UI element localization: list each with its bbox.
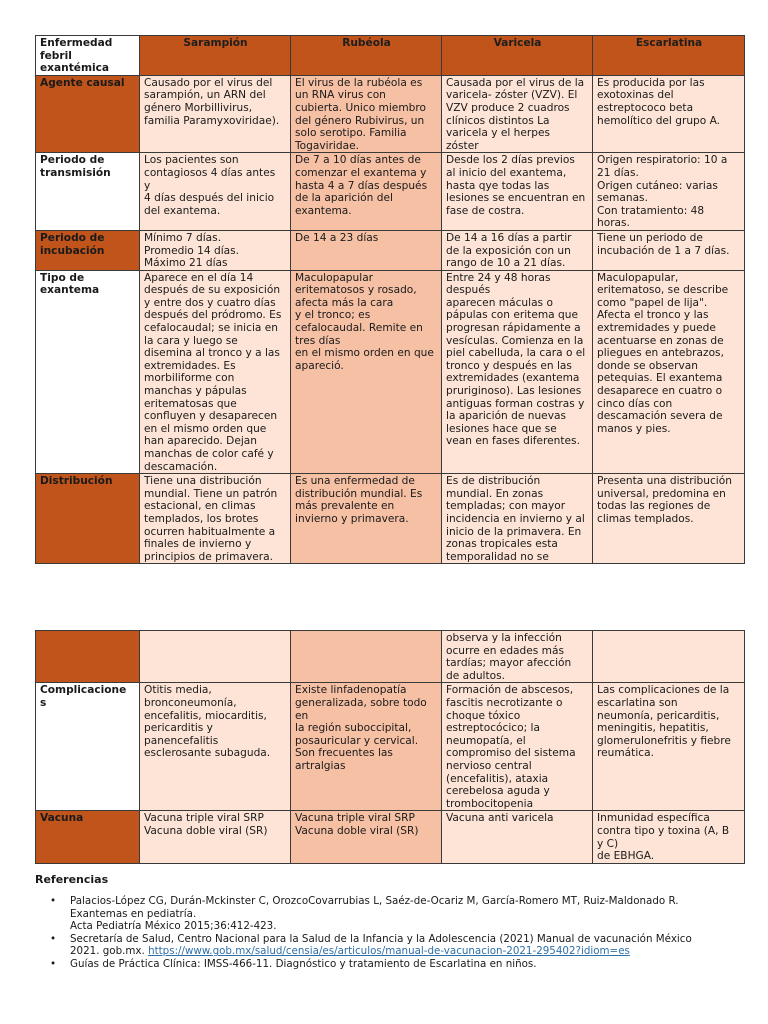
references-list (35, 895, 735, 971)
reference-text: Guías de Práctica Clínica: IMSS-466-11. Diagnóstico y tratamiento de Escarlatina en niños. (70, 957, 537, 970)
row-label (36, 631, 140, 683)
table-cell: De 14 a 16 días a partir de la exposición con un rango de 10 a 21 días. (442, 230, 593, 270)
row-label: Tipo de exantema (36, 270, 140, 474)
table-cell: Tiene una distribución mundial. Tiene un patrón estacional, en climas templados, los brotes ocurren habitualmente a finales de invierno y principios de primavera. (140, 474, 291, 564)
table-cell: Es una enfermedad de distribución mundial. Es más prevalente en invierno y primavera. (291, 474, 442, 564)
table-row-periodo-transmision (36, 153, 745, 231)
column-header-rubeola: Rubéola (291, 36, 442, 76)
row-label: Periodo de incubación (36, 230, 140, 270)
table-cell: Vacuna anti varicela (442, 811, 593, 863)
table-cell: Tiene un periodo de incubación de 1 a 7 días. (593, 230, 745, 270)
table-row-periodo-incubacion (36, 230, 745, 270)
table-cell: Entre 24 y 48 horas después aparecen máculas o pápulas con eritema que progresan rápidamente a vesículas. Comienza en la piel cabelluda, la cara o el tronco y después en las extremidades (exantema pruriginoso). Las lesiones antiguas forman costras y la aparición de nuevas lesiones hace que se vean en fases diferentes. (442, 270, 593, 474)
table-cell: Origen respiratorio: 10 a 21 días. Origen cutáneo: varias semanas. Con tratamiento: 48 horas. (593, 153, 745, 231)
column-header-varicela: Varicela (442, 36, 593, 76)
table-cell: Mínimo 7 días. Promedio 14 días. Máximo 21 días (140, 230, 291, 270)
table-row-vacuna (36, 811, 745, 863)
row-label: Periodo de transmisión (36, 153, 140, 231)
row-label: Vacuna (36, 811, 140, 863)
table-cell: Es de distribución mundial. En zonas templadas; con mayor incidencia en invierno y al inicio de la primavera. En zonas tropicales esta temporalidad no se (442, 474, 593, 564)
row-label: Distribución (36, 474, 140, 564)
corner-header: Enfermedad febril exantémica (36, 36, 140, 76)
table-cell: Existe linfadenopatía generalizada, sobre todo en la región suboccipital, posauricular y cervical. Son frecuentes las artralgias (291, 683, 442, 811)
table-cell (593, 631, 745, 683)
bullet-icon: • (50, 895, 57, 907)
table-cell: Presenta una distribución universal, predomina en todas las regiones de climas templados. (593, 474, 745, 564)
table-cell: Vacuna triple viral SRP Vacuna doble viral (SR) (291, 811, 442, 863)
table-row-distribucion-continued (36, 631, 745, 683)
column-header-escarlatina: Escarlatina (593, 36, 745, 76)
table-cell (140, 631, 291, 683)
table-cell: De 7 a 10 días antes de comenzar el exantema y hasta 4 a 7 días después de la aparición del exantema. (291, 153, 442, 231)
table-cell: Desde los 2 días previos al inicio del exantema, hasta qye todas las lesiones se encuentran en fase de costra. (442, 153, 593, 231)
table-cell (291, 631, 442, 683)
reference-item (35, 895, 735, 933)
table-header-row (36, 36, 745, 76)
bullet-icon: • (50, 957, 57, 970)
diseases-comparison-table (35, 35, 745, 564)
table-cell: Los pacientes son contagiosos 4 días antes y 4 días después del inicio del exantema. (140, 153, 291, 231)
table-cell: Vacuna triple viral SRP Vacuna doble viral (SR) (140, 811, 291, 863)
table-row-tipo-exantema (36, 270, 745, 474)
table-row-agente-causal (36, 75, 745, 153)
table-cell: Maculopapular, eritematoso, se describe como "papel de lija". Afecta el tronco y las extremidades y puede acentuarse en zonas de pliegues en antebrazos, donde se observan petequias. El exantema desaparece en cuatro o cinco días con descamación severa de manos y pies. (593, 270, 745, 474)
column-header-sarampion: Sarampión (140, 36, 291, 76)
table-cell: Causada por el virus de la varicela- zóster (VZV). El VZV produce 2 cuadros clínicos distintos La varicela y el herpes zóster (442, 75, 593, 153)
row-label: Complicacione s (36, 683, 140, 811)
table-cell: Las complicaciones de la escarlatina son neumonía, pericarditis, meningitis, hepatitis, glomerulonefritis y fiebre reumática. (593, 683, 745, 811)
table-cell: Es producida por las exotoxinas del estreptococo beta hemolítico del grupo A. (593, 75, 745, 153)
row-label: Agente causal (36, 75, 140, 153)
references-title: Referencias (35, 873, 109, 886)
table-cell: Formación de abscesos, fascitis necrotizante o choque tóxico estreptocócico; la neumopatía, el compromiso del sistema nervioso central (encefalitis), ataxia cerebelosa aguda y trombocitopenia (442, 683, 593, 811)
table-row-complicaciones (36, 683, 745, 811)
bullet-icon: • (50, 932, 57, 945)
table-cell: Causado por el virus del sarampión, un ARN del género Morbillivirus, familia Paramyxoviridae). (140, 75, 291, 153)
reference-text: Secretaría de Salud, Centro Nacional para la Salud de la Infancia y la Adolescencia (2021) Manual de vacunación México 2021. gob.mx. (70, 932, 692, 958)
references-section (35, 873, 735, 971)
table-cell: Aparece en el día 14 después de su exposición y entre dos y cuatro días después del pródromo. Es cefalocaudal; se inicia en la cara y luego se disemina al tronco y a las extremidades. Es morbiliforme con manchas y pápulas eritematosas que confluyen y desaparecen en el mismo orden que han aparecido. Dejan manchas de color café y descamación. (140, 270, 291, 474)
table-cell: Otitis media, bronconeumonía, encefalitis, miocarditis, pericarditis y panencefalitis esclerosante subaguda. (140, 683, 291, 811)
table-cell: Inmunidad específica contra tipo y toxina (A, B y C) de EBHGA. (593, 811, 745, 863)
reference-link[interactable]: https://www.gob.mx/salud/censia/es/articulos/manual-de-vacunacion-2021-295402?idiom=es (148, 945, 630, 958)
reference-text: Palacios-López CG, Durán-Mckinster C, OrozcoCovarrubias L, Saéz-de-Ocariz M, García-Romero MT, Ruiz-Maldonado R. Exantemas en pediatría. Acta Pediatría México 2015;36:412-423. (70, 895, 679, 933)
table-row-distribucion (36, 474, 745, 564)
reference-item (35, 933, 735, 958)
diseases-comparison-table-continued (35, 630, 745, 864)
reference-item (35, 958, 735, 971)
table-cell: observa y la infección ocurre en edades más tardías; mayor afección de adultos. (442, 631, 593, 683)
table-cell: Maculopapular eritematosos y rosado, afecta más la cara y el tronco; es cefalocaudal. Remite en tres días en el mismo orden en que apareció. (291, 270, 442, 474)
table-cell: De 14 a 23 días (291, 230, 442, 270)
table-cell: El virus de la rubéola es un RNA virus con cubierta. Unico miembro del género Rubivirus, un solo serotipo. Familia Togaviridae. (291, 75, 442, 153)
